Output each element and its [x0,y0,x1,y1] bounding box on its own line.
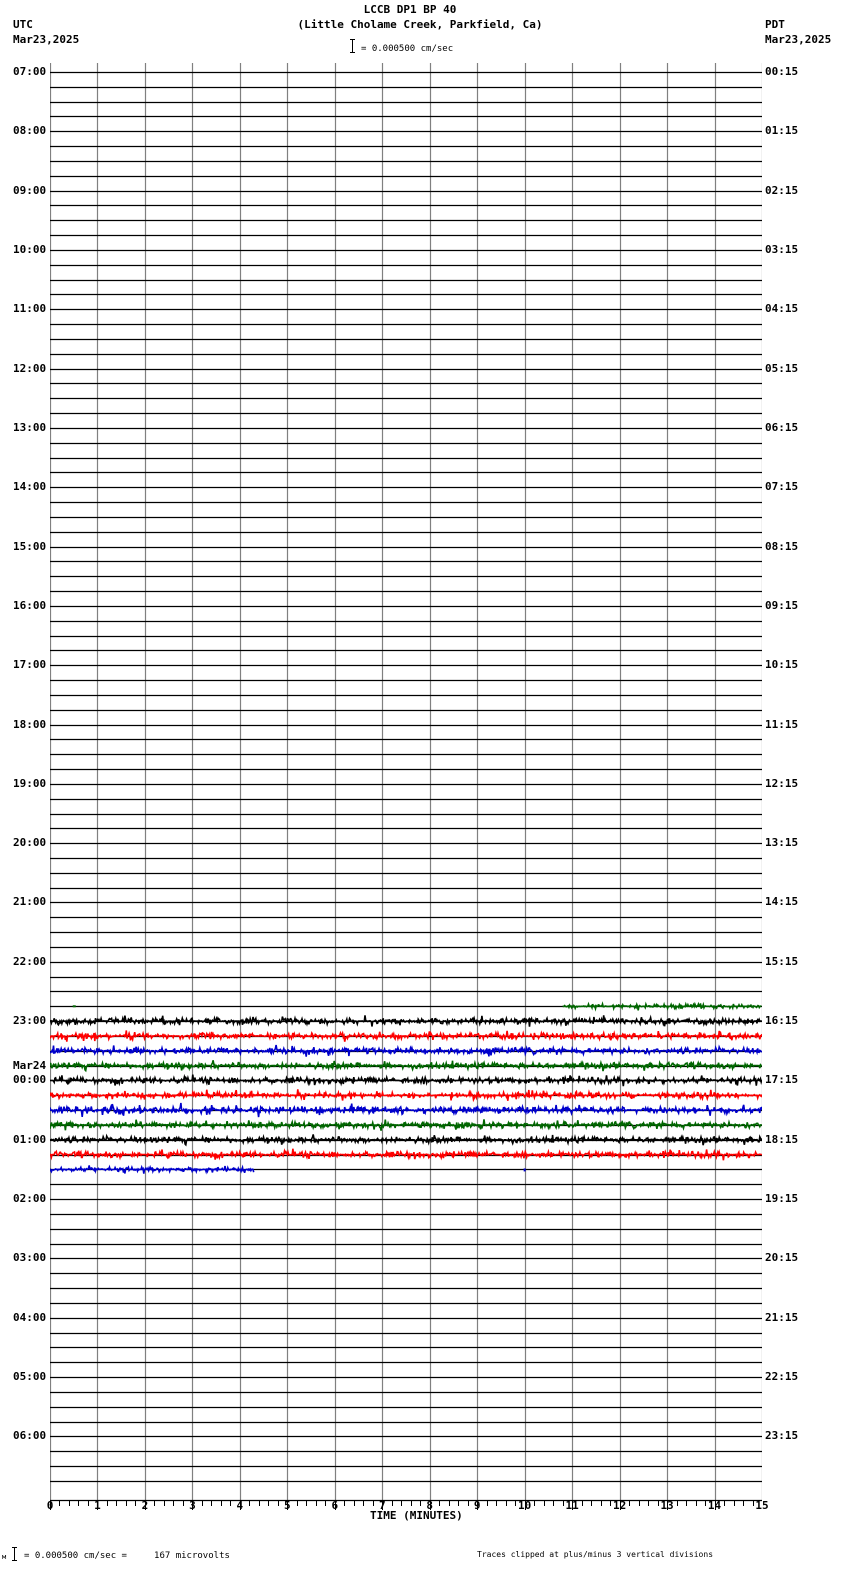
left-hour-label: 01:00 [13,1132,47,1146]
left-hour-label: 10:00 [13,242,47,256]
right-timezone-label: PDT [765,18,785,31]
seismic-trace [50,1015,762,1026]
left-hour-label: 18:00 [13,717,47,731]
x-tick-label: 10 [518,1499,532,1512]
left-timezone-label: UTC [13,18,33,31]
seismic-trace [50,1089,762,1100]
right-hour-label: 07:15 [765,480,799,494]
x-tick-label: 11 [565,1499,579,1512]
x-axis-label: TIME (MINUTES) [370,1509,463,1522]
left-hour-label: 02:00 [13,1192,47,1206]
seismic-trace [50,1119,762,1130]
left-hour-label: 08:00 [13,124,47,138]
x-tick-label: 4 [236,1499,244,1512]
seismogram-plot [50,63,762,1500]
left-date-change-label: Mar24 [13,1059,47,1073]
chart-subtitle: (Little Cholame Creek, Parkfield, Ca) [297,18,543,31]
footer-scale-prefix: м [2,1553,7,1561]
right-hour-label: 10:15 [765,658,799,672]
right-hour-label: 09:15 [765,598,799,612]
right-date-label: Mar23,2025 [765,33,832,46]
seismic-trace [563,1003,762,1010]
left-hour-label: 07:00 [13,65,47,78]
x-tick-label: 9 [473,1499,481,1512]
x-tick-label: 1 [94,1499,101,1512]
scale-bar-icon [352,39,358,53]
footer-scale-text: = 0.000500 cm/sec = 167 microvolts [24,1551,230,1561]
right-hour-label: 11:15 [765,717,799,731]
x-tick-label: 6 [331,1499,339,1512]
right-hour-label: 18:15 [765,1132,799,1146]
right-hour-label: 00:15 [765,65,799,78]
left-hour-label: 16:00 [13,598,47,612]
left-hour-label: 22:00 [13,954,47,968]
right-hour-label: 05:15 [765,361,799,375]
right-hour-label: 22:15 [765,1370,799,1384]
chart-title: LCCB DP1 BP 40 [363,3,457,16]
right-hour-label: 17:15 [765,1073,799,1087]
left-hour-label: 09:00 [13,183,47,197]
seismic-trace [50,1075,762,1087]
right-hour-label: 02:15 [765,183,799,197]
x-tick-label: 5 [284,1499,291,1512]
right-hour-label: 13:15 [765,836,799,850]
x-tick-label: 7 [378,1499,386,1512]
left-hour-label: 04:00 [13,1310,47,1324]
left-hour-label: 11:00 [13,302,47,316]
right-hour-label: 23:15 [765,1429,799,1443]
x-tick-label: 15 [755,1499,769,1512]
x-tick-label: 12 [612,1499,627,1512]
x-tick-label: 8 [426,1499,434,1512]
right-hour-label: 12:15 [765,776,799,790]
scale-bar-icon [14,1547,20,1561]
left-hour-label: 00:00 [13,1073,47,1087]
seismic-trace [50,1060,762,1071]
right-hour-label: 19:15 [765,1192,799,1206]
trace-dot [73,1005,76,1007]
x-tick-label: 14 [707,1499,722,1512]
left-hour-label: 20:00 [13,836,47,850]
left-hour-label: 12:00 [13,361,47,375]
right-hour-label: 20:15 [765,1251,799,1265]
seismic-trace [50,1045,762,1057]
seismic-trace [50,1031,762,1042]
left-hour-label: 15:00 [13,539,47,553]
left-hour-label: 21:00 [13,895,47,909]
clip-note: Traces clipped at plus/minus 3 vertical divisions [477,1550,714,1559]
left-hour-label: 17:00 [13,658,47,672]
right-hour-label: 06:15 [765,420,799,434]
right-hour-label: 03:15 [765,242,799,256]
left-hour-label: 05:00 [13,1370,47,1384]
x-tick-label: 2 [141,1499,149,1512]
right-hour-label: 14:15 [765,895,799,909]
right-hour-label: 16:15 [765,1014,799,1028]
trace-dot [524,1168,526,1171]
right-hour-label: 21:15 [765,1310,799,1324]
seismic-trace [50,1103,762,1117]
left-hour-label: 13:00 [13,420,47,434]
right-hour-label: 08:15 [765,539,799,553]
left-hour-label: 03:00 [13,1251,47,1265]
right-hour-label: 15:15 [765,954,799,968]
x-tick-label: 3 [189,1499,196,1512]
scale-legend-text: = 0.000500 cm/sec [361,44,454,54]
right-hour-label: 01:15 [765,124,799,138]
right-hour-label: 04:15 [765,302,799,316]
seismic-trace [50,1134,762,1145]
left-hour-label: 19:00 [13,776,47,790]
plot-canvas [50,63,762,1523]
x-tick-label: 13 [660,1499,674,1512]
left-date-label: Mar23,2025 [13,33,80,46]
left-hour-label: 14:00 [13,480,47,494]
x-tick-label: 0 [46,1499,54,1512]
seismic-trace [50,1149,762,1161]
left-hour-label: 23:00 [13,1014,47,1028]
left-hour-label: 06:00 [13,1429,47,1443]
